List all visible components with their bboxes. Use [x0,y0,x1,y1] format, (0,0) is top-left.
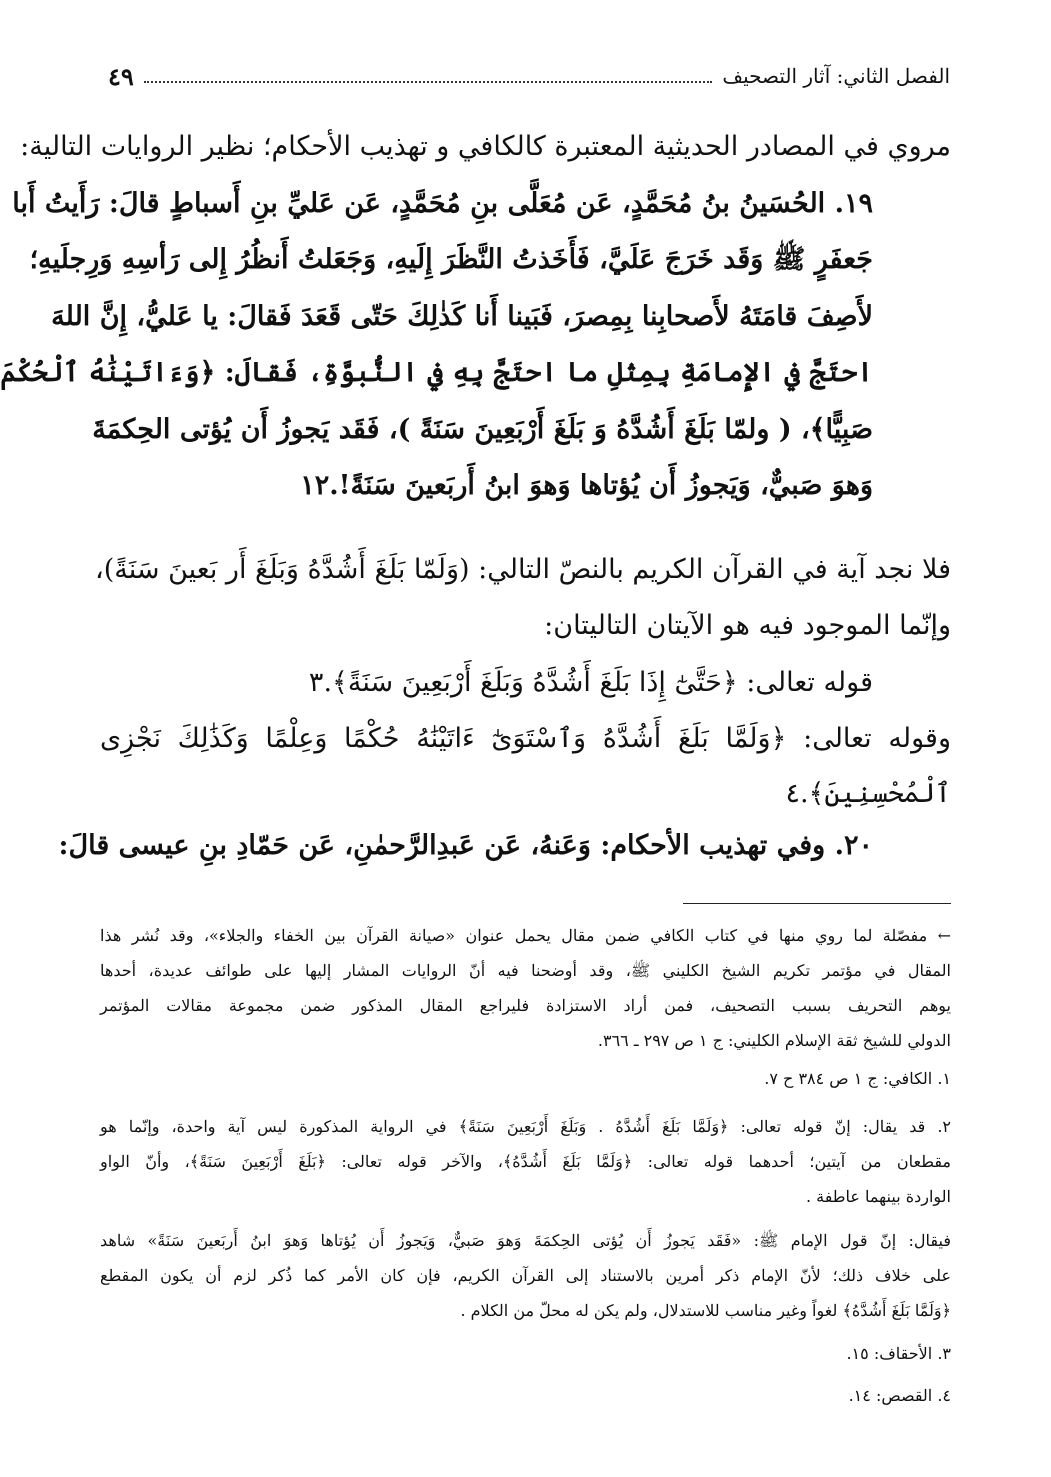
footnote-separator [683,903,951,904]
verse-line-1: قوله تعالى: ﴿حَتَّىٰٓ إِذَا بَلَغَ أَشُدَّهُ وَبَلَغَ أَرْبَعِينَ سَنَةً﴾.٣ [308,667,873,698]
footnote-1: ١. الكافي: ج ١ ص ٣٨٤ ح ٧. [764,1069,951,1088]
footnote-line: ← مفصّلة لما روي منها في كتاب الكافي ضمن مقال يحمل عنوان «صيانة القرآن بين الخفاء والجلاء»، وقد نُشر هذا [100,926,951,945]
page-number: ٤٩ [108,61,134,91]
hadith-19-line-1: ١٩. الحُسَينُ بنُ مُحَمَّدٍ، عَن مُعَلَّى بنِ مُحَمَّدٍ، عَن عَليِّ بنِ أَسباطٍ قالَ: رَأَيتُ أَبا [12,188,873,219]
body-line-2: فلا نجد آية في القرآن الكريم بالنصّ التالي: (وَلَمّا بَلَغَ أَشُدَّهُ وَبَلَغَ أَر بَعينَ سَنَةً)، [95,554,951,585]
footnote-line: على خلاف ذلك؛ لأنّ الإمام ذكر أمرين بالاستناد إلى القرآن الكريم، فإن كان الأمر كما ذُكر لزم أن يكون المقطع [100,1266,951,1285]
hadith-19-line-3: لأَصِفَ قامَتَهُ لأَصحابِنا بِمِصرَ، فَبَينا أَنا كَذٰلِكَ حَتّى قَعَدَ فَقالَ: يا عَليُّ، إِنَّ اللهَ [51,301,873,332]
footnote-line: مقطعان من آيتين؛ أحدهما قوله تعالى: ﴿وَلَمَّا بَلَغَ أَشُدَّهُ﴾، والآخر قوله تعالى: ﴿بَلَغَ أَرْبَعِينَ سَنَةً﴾، وأنّ الواو [100,1152,951,1171]
body-line-1: مروي في المصادر الحديثية المعتبرة كالكافي و تهذيب الأحكام؛ نظير الروايات التالية: [20,131,951,162]
hadith-19-line-5: صَبِيًّا﴾، ( ولمّا بَلَغَ أَشُدَّهُ وَ بَلَغَ أَرْبَعِينَ سَنَةً )، فَقَد يَجوزُ أَن يُؤتى الحِكمَةَ [92,414,873,445]
verse-line-3: ٱلْمُحْسِنِينَ﴾.٤ [785,778,951,809]
hadith-19-line-2: جَعفَرٍ ﷺ وَقَد خَرَجَ عَلَيَّ، فَأَخَذتُ النَّظَرَ إِلَيهِ، وَجَعَلتُ أَنظُرُ إِلى رَأسِهِ وَرِجلَيهِ؛ [29,244,873,275]
body-line-3: وإنّما الموجود فيه هو الآيتان التاليتان: [544,610,951,641]
header-leader-dots [144,69,713,83]
footnote-line: المقال في مؤتمر تكريم الشيخ الكليني ﷺ، وقد أوضحنا فيه أنّ الروايات المشار إليها على طوائف عديدة، أحدها [100,961,951,980]
footnote-line: الواردة بينهما عاطفة . [805,1187,951,1206]
hadith-19-line-6: وَهوَ صَبيٌّ، وَيَجوزُ أَن يُؤتاها وَهوَ ابنُ أَربَعينَ سَنَةً!.١٢ [300,470,873,501]
footnote-line: الدولي للشيخ ثقة الإسلام الكليني: ج ١ ص ٢٩٧ ـ ٣٦٦. [597,1031,951,1050]
footnote-3: ٣. الأحقاف: ١٥. [846,1344,951,1363]
footnote-2: ٢. قد يقال: إنّ قوله تعالى: ﴿وَلَمَّا بَلَغَ أَشُدَّهُ . وَبَلَغَ أَرْبَعِينَ سَنَةً﴾ في الرواية المذكورة ليس آية واحدة، وإنّما هو [100,1117,951,1136]
running-header [108,56,950,96]
chapter-title: الفصل الثاني: آثار التصحيف [722,64,950,88]
footnote-line: يوهم التحريف بسبب التصحيف، فمن أراد الاستزادة فليراجع المقال المذكور ضمن مجموعة مقالات المؤتمر [100,996,951,1015]
hadith-20-line: ٢٠. وفي تهذيب الأحكام: وَعَنهُ، عَن عَبدِالرَّحمٰنِ، عَن حَمّادِ بنِ عيسى قالَ: [58,830,873,861]
footnote-line: ﴿وَلَمَّا بَلَغَ أَشُدَّهُ﴾ لغواً وغير مناسب للاستدلال، ولم يكن له محلّ من الكلام . [460,1301,951,1320]
footnote-4: ٤. القصص: ١٤. [848,1386,951,1405]
verse-line-2: وقوله تعالى: ﴿وَلَمَّا بَلَغَ أَشُدَّهُ وَٱسْتَوَىٰٓ ءَاتَيْنَٰهُ حُكْمًا وَعِلْمًا وَكَذَٰلِكَ نَجْزِى [100,723,951,754]
hadith-19-line-4: احتَجَّ في الإِمامَةِ بِمِثلِ ما احتَجَّ بِهِ في النُّبوَّةِ، فَقالَ: ﴿وَءَاتَيْنَٰهُ ٱلْحُكْمَ [0,357,873,388]
footnote-line: فيقال: إنّ قول الإمام ﷺ: «فَقَد يَجوزُ أَن يُؤتى الحِكمَةَ وَهوَ صَبيٌّ، وَيَجوزُ أَن يُؤتاها وَهوَ ابنُ أَربَعينَ سَنَةً» شاهد [100,1231,951,1250]
